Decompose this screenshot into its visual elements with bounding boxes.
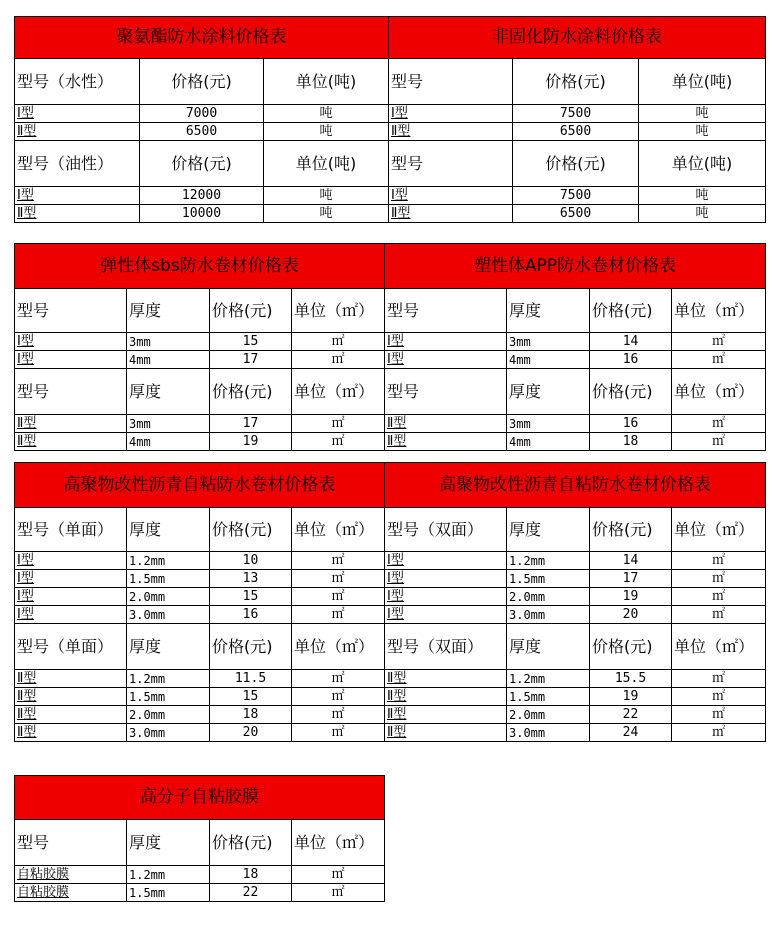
type-cell: Ⅰ型 bbox=[15, 606, 127, 624]
price-cell: 6500 bbox=[513, 123, 639, 141]
thickness-cell: 1.5mm bbox=[127, 570, 210, 588]
header-cell: 单位（㎡） bbox=[672, 508, 766, 552]
header-cell: 单位(吨) bbox=[639, 141, 766, 187]
price-cell: 10000 bbox=[140, 205, 264, 223]
unit-cell: ㎡ bbox=[292, 706, 385, 724]
price-cell: 22 bbox=[210, 884, 292, 902]
thickness-cell: 3mm bbox=[127, 333, 210, 351]
header-cell: 单位（㎡） bbox=[672, 369, 766, 415]
header-cell: 型号（双面） bbox=[385, 624, 507, 670]
type-cell: Ⅰ型 bbox=[15, 570, 127, 588]
thickness-cell: 1.5mm bbox=[507, 688, 590, 706]
thickness-cell: 1.2mm bbox=[507, 552, 590, 570]
header-cell: 单位（㎡） bbox=[672, 289, 766, 333]
header-cell: 单位（㎡） bbox=[292, 508, 385, 552]
table-row bbox=[15, 123, 766, 141]
type-cell: Ⅱ型 bbox=[15, 433, 127, 451]
type-cell: Ⅱ型 bbox=[15, 670, 127, 688]
coating-price-table bbox=[14, 16, 766, 223]
header-cell: 单位（㎡） bbox=[292, 820, 385, 866]
header-cell: 价格(元) bbox=[590, 624, 672, 670]
type-cell: Ⅱ型 bbox=[385, 706, 507, 724]
table-row bbox=[15, 588, 766, 606]
price-cell: 16 bbox=[590, 351, 672, 369]
header-cell: 价格(元) bbox=[590, 508, 672, 552]
price-cell: 19 bbox=[590, 588, 672, 606]
header-cell: 型号 bbox=[15, 369, 127, 415]
type-cell: Ⅱ型 bbox=[389, 123, 513, 141]
header-cell: 型号 bbox=[15, 820, 127, 866]
header-cell: 厚度 bbox=[507, 624, 590, 670]
type-cell: Ⅰ型 bbox=[15, 105, 140, 123]
header-cell: 型号 bbox=[389, 141, 513, 187]
asphalt-double-title: 高聚物改性沥青自粘防水卷材价格表 bbox=[385, 463, 766, 508]
type-cell: Ⅱ型 bbox=[385, 670, 507, 688]
header-cell: 厚度 bbox=[507, 508, 590, 552]
thickness-cell: 1.2mm bbox=[507, 670, 590, 688]
type-cell: 自粘胶膜 bbox=[15, 884, 127, 902]
unit-cell: ㎡ bbox=[672, 706, 766, 724]
type-cell: Ⅱ型 bbox=[385, 415, 507, 433]
price-cell: 15 bbox=[210, 333, 292, 351]
type-cell: Ⅰ型 bbox=[15, 351, 127, 369]
thickness-cell: 2.0mm bbox=[507, 706, 590, 724]
thickness-cell: 1.2mm bbox=[127, 866, 210, 884]
unit-cell: 吨 bbox=[264, 187, 389, 205]
thickness-cell: 4mm bbox=[127, 433, 210, 451]
unit-cell: ㎡ bbox=[672, 415, 766, 433]
table-row bbox=[15, 351, 766, 369]
type-cell: Ⅰ型 bbox=[389, 105, 513, 123]
thickness-cell: 2.0mm bbox=[507, 588, 590, 606]
type-cell: Ⅱ型 bbox=[389, 205, 513, 223]
thickness-cell: 3.0mm bbox=[507, 724, 590, 742]
thickness-cell: 4mm bbox=[127, 351, 210, 369]
type-cell: Ⅱ型 bbox=[15, 415, 127, 433]
table-row bbox=[15, 706, 766, 724]
price-cell: 15 bbox=[210, 588, 292, 606]
header-cell: 型号 bbox=[385, 289, 507, 333]
header-cell: 价格(元) bbox=[513, 141, 639, 187]
header-cell: 价格(元) bbox=[210, 289, 292, 333]
unit-cell: ㎡ bbox=[292, 588, 385, 606]
header-cell: 价格(元) bbox=[210, 508, 292, 552]
header-cell: 厚度 bbox=[507, 369, 590, 415]
header-cell: 单位(吨) bbox=[264, 141, 389, 187]
header-cell: 单位(吨) bbox=[264, 59, 389, 105]
price-cell: 18 bbox=[590, 433, 672, 451]
unit-cell: ㎡ bbox=[672, 552, 766, 570]
type-cell: Ⅱ型 bbox=[385, 688, 507, 706]
price-cell: 6500 bbox=[513, 205, 639, 223]
polymer-film-title: 高分子自粘胶膜 bbox=[15, 776, 385, 820]
header-cell: 价格(元) bbox=[590, 369, 672, 415]
price-cell: 18 bbox=[210, 866, 292, 884]
table-row bbox=[15, 884, 385, 902]
header-cell: 单位（㎡） bbox=[292, 624, 385, 670]
thickness-cell: 3.0mm bbox=[127, 724, 210, 742]
type-cell: Ⅰ型 bbox=[385, 351, 507, 369]
header-cell: 型号（水性） bbox=[15, 59, 140, 105]
unit-cell: 吨 bbox=[264, 105, 389, 123]
table-row bbox=[15, 606, 766, 624]
price-cell: 11.5 bbox=[210, 670, 292, 688]
type-cell: Ⅱ型 bbox=[15, 724, 127, 742]
header-cell: 价格(元) bbox=[210, 624, 292, 670]
price-cell: 17 bbox=[210, 415, 292, 433]
unit-cell: ㎡ bbox=[292, 884, 385, 902]
header-cell: 单位（㎡） bbox=[292, 289, 385, 333]
type-cell: Ⅱ型 bbox=[15, 205, 140, 223]
header-cell: 厚度 bbox=[507, 289, 590, 333]
header-cell: 价格(元) bbox=[210, 820, 292, 866]
type-cell: Ⅰ型 bbox=[389, 187, 513, 205]
type-cell: Ⅰ型 bbox=[385, 552, 507, 570]
unit-cell: ㎡ bbox=[672, 606, 766, 624]
price-cell: 6500 bbox=[140, 123, 264, 141]
type-cell: Ⅰ型 bbox=[15, 333, 127, 351]
thickness-cell: 4mm bbox=[507, 351, 590, 369]
table-row bbox=[15, 433, 766, 451]
unit-cell: ㎡ bbox=[292, 552, 385, 570]
type-cell: Ⅱ型 bbox=[385, 433, 507, 451]
header-cell: 型号 bbox=[15, 289, 127, 333]
thickness-cell: 3.0mm bbox=[507, 606, 590, 624]
header-cell: 单位（㎡） bbox=[292, 369, 385, 415]
price-cell: 16 bbox=[590, 415, 672, 433]
price-cell: 7500 bbox=[513, 187, 639, 205]
thickness-cell: 4mm bbox=[507, 433, 590, 451]
unit-cell: ㎡ bbox=[672, 333, 766, 351]
unit-cell: ㎡ bbox=[292, 866, 385, 884]
unit-cell: ㎡ bbox=[292, 415, 385, 433]
unit-cell: ㎡ bbox=[292, 351, 385, 369]
header-cell: 价格(元) bbox=[590, 289, 672, 333]
price-cell: 20 bbox=[590, 606, 672, 624]
type-cell: Ⅱ型 bbox=[15, 123, 140, 141]
price-cell: 7000 bbox=[140, 105, 264, 123]
header-cell: 单位（㎡） bbox=[672, 624, 766, 670]
type-cell: Ⅰ型 bbox=[15, 588, 127, 606]
type-cell: Ⅰ型 bbox=[15, 552, 127, 570]
unit-cell: ㎡ bbox=[292, 433, 385, 451]
table-row bbox=[15, 187, 766, 205]
unit-cell: ㎡ bbox=[292, 606, 385, 624]
header-cell: 价格(元) bbox=[210, 369, 292, 415]
type-cell: Ⅰ型 bbox=[385, 588, 507, 606]
unit-cell: ㎡ bbox=[672, 588, 766, 606]
unit-cell: ㎡ bbox=[672, 670, 766, 688]
price-cell: 20 bbox=[210, 724, 292, 742]
header-cell: 单位(吨) bbox=[639, 59, 766, 105]
table-row bbox=[15, 415, 766, 433]
header-cell: 厚度 bbox=[127, 289, 210, 333]
header-cell: 型号 bbox=[389, 59, 513, 105]
unit-cell: ㎡ bbox=[672, 688, 766, 706]
thickness-cell: 1.5mm bbox=[127, 884, 210, 902]
price-cell: 13 bbox=[210, 570, 292, 588]
price-cell: 24 bbox=[590, 724, 672, 742]
header-cell: 型号（双面） bbox=[385, 508, 507, 552]
app-title: 塑性体APP防水卷材价格表 bbox=[385, 244, 766, 289]
thickness-cell: 1.5mm bbox=[507, 570, 590, 588]
sbs-title: 弹性体sbs防水卷材价格表 bbox=[15, 244, 385, 289]
unit-cell: ㎡ bbox=[672, 433, 766, 451]
price-cell: 12000 bbox=[140, 187, 264, 205]
unit-cell: 吨 bbox=[264, 123, 389, 141]
table-row bbox=[15, 333, 766, 351]
table-row bbox=[15, 570, 766, 588]
price-cell: 19 bbox=[210, 433, 292, 451]
thickness-cell: 3mm bbox=[507, 415, 590, 433]
unit-cell: 吨 bbox=[639, 123, 766, 141]
header-cell: 厚度 bbox=[127, 369, 210, 415]
type-cell: Ⅱ型 bbox=[385, 724, 507, 742]
price-cell: 19 bbox=[590, 688, 672, 706]
thickness-cell: 2.0mm bbox=[127, 588, 210, 606]
unit-cell: ㎡ bbox=[292, 724, 385, 742]
price-cell: 14 bbox=[590, 333, 672, 351]
table-row bbox=[15, 688, 766, 706]
unit-cell: ㎡ bbox=[672, 351, 766, 369]
sbs-app-price-table bbox=[14, 243, 766, 451]
header-cell: 价格(元) bbox=[140, 141, 264, 187]
type-cell: Ⅱ型 bbox=[15, 688, 127, 706]
table-row bbox=[15, 670, 766, 688]
pu-coating-title: 聚氨酯防水涂料价格表 bbox=[15, 17, 389, 59]
thickness-cell: 3mm bbox=[127, 415, 210, 433]
unit-cell: ㎡ bbox=[292, 570, 385, 588]
thickness-cell: 3.0mm bbox=[127, 606, 210, 624]
unit-cell: ㎡ bbox=[672, 724, 766, 742]
price-cell: 10 bbox=[210, 552, 292, 570]
table-row bbox=[15, 105, 766, 123]
unit-cell: ㎡ bbox=[292, 670, 385, 688]
thickness-cell: 3mm bbox=[507, 333, 590, 351]
type-cell: 自粘胶膜 bbox=[15, 866, 127, 884]
price-cell: 22 bbox=[590, 706, 672, 724]
type-cell: Ⅰ型 bbox=[385, 570, 507, 588]
price-cell: 15 bbox=[210, 688, 292, 706]
thickness-cell: 1.2mm bbox=[127, 670, 210, 688]
header-cell: 厚度 bbox=[127, 820, 210, 866]
header-cell: 厚度 bbox=[127, 508, 210, 552]
thickness-cell: 1.5mm bbox=[127, 688, 210, 706]
unit-cell: ㎡ bbox=[292, 688, 385, 706]
type-cell: Ⅰ型 bbox=[385, 333, 507, 351]
header-cell: 型号（油性） bbox=[15, 141, 140, 187]
header-cell: 厚度 bbox=[127, 624, 210, 670]
type-cell: Ⅱ型 bbox=[15, 706, 127, 724]
header-cell: 型号（单面） bbox=[15, 508, 127, 552]
price-cell: 17 bbox=[590, 570, 672, 588]
price-cell: 15.5 bbox=[590, 670, 672, 688]
polymer-film-table bbox=[14, 775, 385, 902]
header-cell: 型号 bbox=[385, 369, 507, 415]
type-cell: Ⅰ型 bbox=[15, 187, 140, 205]
thickness-cell: 1.2mm bbox=[127, 552, 210, 570]
table-row bbox=[15, 724, 766, 742]
price-cell: 7500 bbox=[513, 105, 639, 123]
unit-cell: ㎡ bbox=[292, 333, 385, 351]
header-cell: 型号（单面） bbox=[15, 624, 127, 670]
nonsolid-coating-title: 非固化防水涂料价格表 bbox=[389, 17, 766, 59]
unit-cell: 吨 bbox=[639, 205, 766, 223]
header-cell: 价格(元) bbox=[513, 59, 639, 105]
price-cell: 16 bbox=[210, 606, 292, 624]
price-cell: 17 bbox=[210, 351, 292, 369]
table-row bbox=[15, 552, 766, 570]
price-cell: 14 bbox=[590, 552, 672, 570]
price-cell: 18 bbox=[210, 706, 292, 724]
asphalt-price-table bbox=[14, 462, 766, 742]
table-row bbox=[15, 205, 766, 223]
header-cell: 价格(元) bbox=[140, 59, 264, 105]
unit-cell: ㎡ bbox=[672, 570, 766, 588]
asphalt-single-title: 高聚物改性沥青自粘防水卷材价格表 bbox=[15, 463, 385, 508]
unit-cell: 吨 bbox=[639, 187, 766, 205]
unit-cell: 吨 bbox=[639, 105, 766, 123]
thickness-cell: 2.0mm bbox=[127, 706, 210, 724]
table-row bbox=[15, 866, 385, 884]
unit-cell: 吨 bbox=[264, 205, 389, 223]
type-cell: Ⅰ型 bbox=[385, 606, 507, 624]
